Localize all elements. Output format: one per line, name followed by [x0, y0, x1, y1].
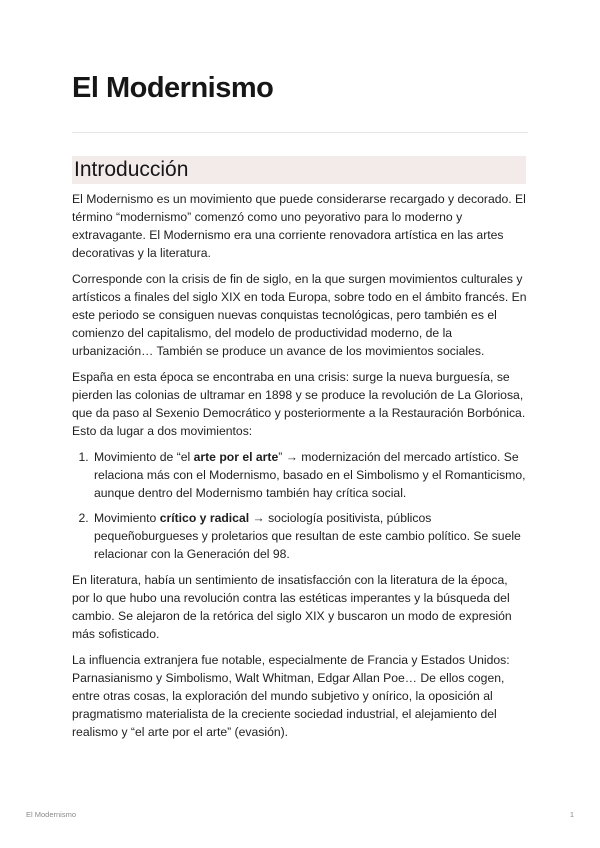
list-item	[92, 448, 528, 502]
document-title: El Modernismo	[72, 72, 274, 104]
page-footer	[26, 810, 574, 819]
title-divider	[72, 132, 528, 133]
list-item-bold: arte por el arte	[193, 450, 279, 464]
paragraph: El Modernismo es un movimiento que puede considerarse recargado y decorado. El término “modernismo” comenzó como uno peyorativo para lo moderno y extravagante. El Modernismo era una corriente renovadora artística en las artes decorativas y la literatura.	[72, 192, 526, 260]
document-body	[72, 190, 528, 749]
movements-list	[72, 448, 528, 563]
paragraph: La influencia extranjera fue notable, especialmente de Francia y Estados Unidos: Parnasianismo y Simbolismo, Walt Whitman, Edgar Allan Poe… De ellos cogen, entre otras cosas, la exploración del mundo subjetivo y onírico, la oposición al pragmatismo materialista de la creciente sociedad industrial, el alejamiento del realismo y “el arte por el arte” (evasión).	[72, 653, 510, 739]
paragraph: España en esta época se encontraba en una crisis: surge la nueva burguesía, se pierden las colonias de ultramar en 1898 y se produce la revolución de La Gloriosa, que da paso al Sexenio Democrático y posteriormente a la Restauración Borbónica. Esto da lugar a dos movimientos:	[72, 370, 526, 438]
list-item	[92, 509, 528, 563]
list-item-text: Movimiento de “el	[94, 450, 194, 464]
paragraph: En literatura, había un sentimiento de insatisfacción con la literatura de la época, por lo que hubo una revolución contra las estéticas imperantes y la búsqueda del cambio. Se alejaron de la retórica del siglo XIX y buscaron un modo de expresión más sofisticado.	[72, 573, 512, 641]
page-number: 1	[569, 810, 574, 819]
list-item-text: ” → modernización del mercado artístico. Se relaciona más con el Modernismo, basado en el Simbolismo y el Romanticismo, aunque dentro del Modernismo también hay crítica social.	[94, 450, 526, 500]
footer-title: El Modernismo	[26, 810, 77, 819]
section-heading: Introducción	[72, 156, 526, 184]
list-item-text: Movimiento	[94, 511, 160, 525]
paragraph: Corresponde con la crisis de fin de siglo, en la que surgen movimientos culturales y artísticos a finales del siglo XIX en toda Europa, sobre todo en el ámbito francés. En este periodo se consiguen nuevas conquistas tecnológicas, pero también es el comienzo del capitalismo, del modelo de productividad moderno, de la urbanización… También se produce un avance de los movimientos sociales.	[72, 272, 527, 358]
list-item-text: → sociología positivista, públicos pequeñoburgueses y proletarios que resultan de este cambio político. Se suele relacionar con la Generación del 98.	[94, 511, 521, 561]
list-item-bold: crítico y radical	[159, 511, 250, 525]
